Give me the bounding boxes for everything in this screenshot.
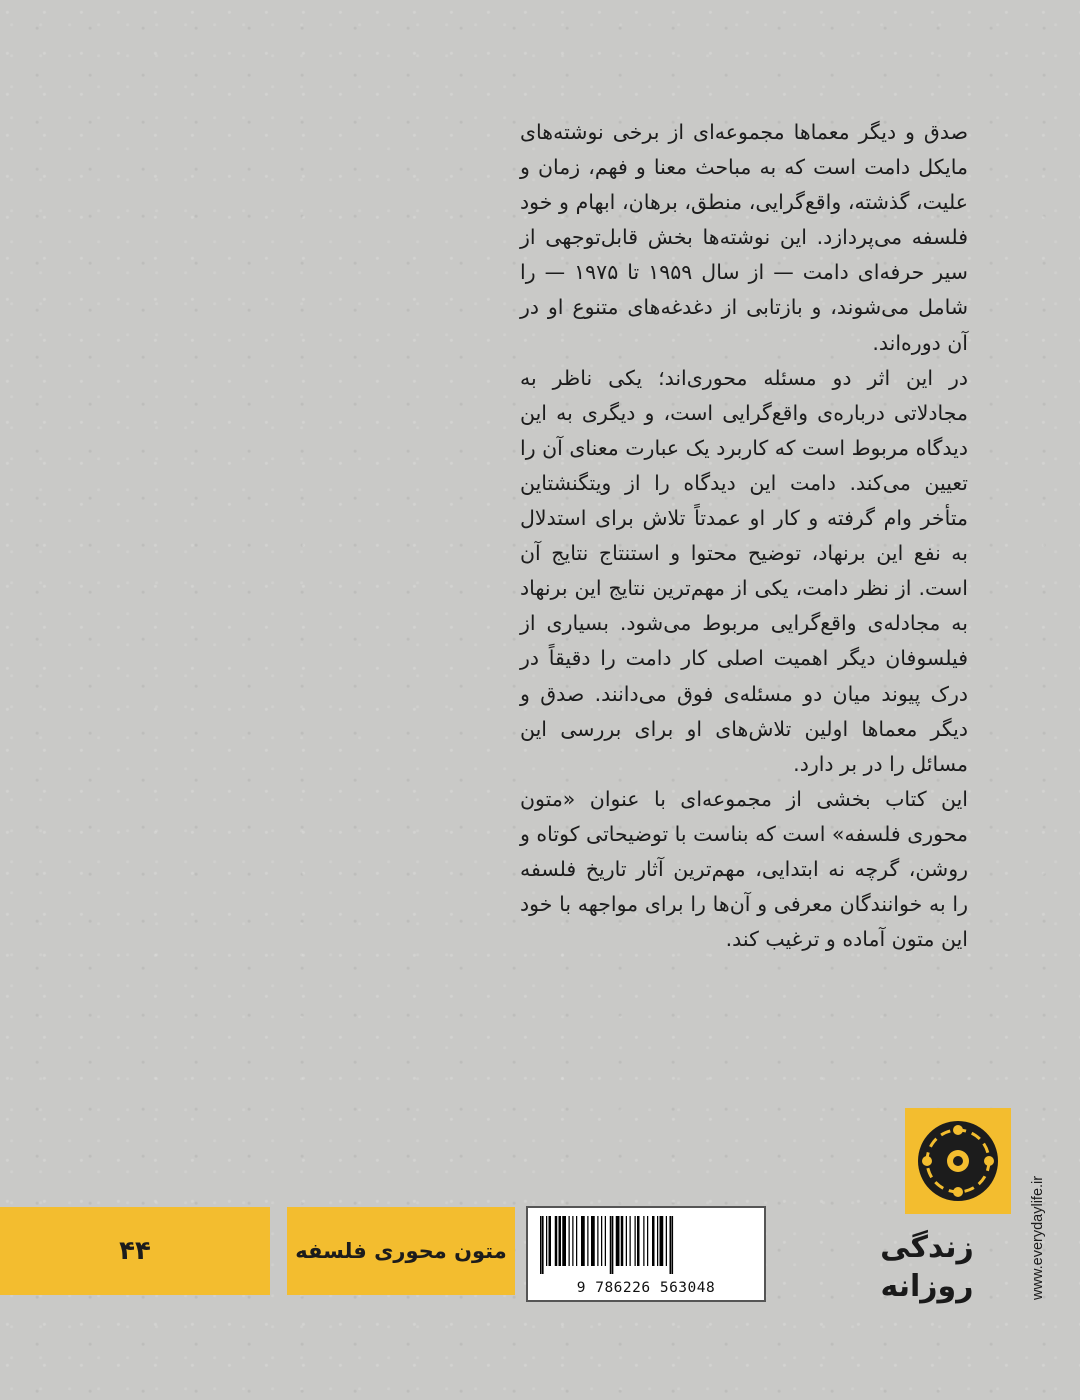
series-title-label: متون محوری فلسفه — [287, 1207, 515, 1295]
publisher-url: www.everydaylife.ir — [1030, 1175, 1046, 1300]
publisher-name-line2: روزانه — [880, 1269, 974, 1304]
isbn-barcode — [526, 1206, 766, 1302]
description-paragraph-2: در این اثر دو مسئله محوری‌اند؛ یکی ناظر به مجادلاتی درباره‌ی واقع‌گرایی است، و دیگری به این دیدگاه مربوط است که کاربرد یک عبارت معنای آن را تعیین می‌کند. دامت این دیدگاه را از ویتگنشتاین متأخر وام گرفته و کار او عمدتاً تلاش برای استدلال به نفع این برنهاد، توضیح محتوا و استنتاج نتایج آن است. از نظر دامت، یکی از مهم‌ترین نتایج این برنهاد به مجادله‌ی واقع‌گرایی مربوط می‌شود. بسیاری از فیلسوفان دیگر اهمیت اصلی کار دامت را دقیقاً در درک پیوند میان دو مسئله‌ی فوق می‌دانند. صدق و دیگر معماها اولین تلاش‌های او برای بررسی این مسائل را در بر دارد. — [520, 365, 968, 776]
description-paragraph-3: این کتاب بخشی از مجموعه‌ای با عنوان «متون محوری فلسفه» است که بناست با توضیحاتی کوتاه و روشن، گرچه نه ابتدایی، مهم‌ترین آثار تاریخ فلسفه را به خوانندگان معرفی و آن‌ها را برای مواجهه با خود این متون آماده و ترغیب کند. — [520, 786, 968, 952]
series-number-label: ۴۴ — [0, 1207, 270, 1295]
isbn-digits: 9 786226 563048 — [576, 1280, 716, 1296]
back-cover-description — [520, 115, 968, 957]
description-paragraph-1: صدق و دیگر معماها مجموعه‌ای از برخی نوشته‌های مایکل دامت است که به مباحث معنا و فهم، زمان و علیت، گذشته، واقع‌گرایی، منطق، برهان، ابهام و خود فلسفه می‌پردازد. این نوشته‌ها بخش قابل‌توجهی از سیر حرفه‌ای دامت — از سال ۱۹۵۹ تا ۱۹۷۵ — را شامل می‌شوند، و بازتابی از دغدغه‌های متنوع او در آن دوره‌اند. — [520, 120, 968, 355]
publisher-name — [862, 1228, 992, 1306]
publisher-logo-icon — [905, 1108, 1011, 1214]
publisher-name-line1: زندگی — [880, 1230, 974, 1265]
barcode-bars — [538, 1216, 754, 1274]
